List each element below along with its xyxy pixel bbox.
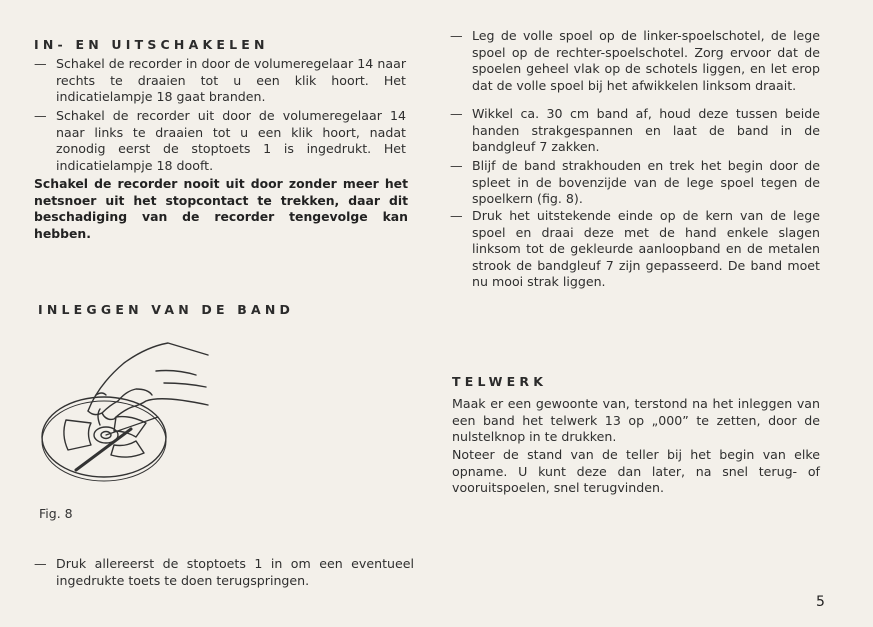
dash: — bbox=[450, 106, 463, 121]
list-item bbox=[450, 28, 820, 94]
page-number: 5 bbox=[816, 594, 825, 610]
item-text: Wikkel ca. 30 cm band af, houd deze tussen beide handen strakgespannen en laat de band in de bandgleuf 7 zakken. bbox=[472, 106, 820, 155]
telwerk-paragraph-2: Noteer de stand van de teller bij het begin van elke opname. U kunt deze dan later, na snel terug- of vooruitspoelen, snel terugvinden. bbox=[452, 447, 820, 496]
figure-caption: Fig. 8 bbox=[39, 506, 73, 521]
list-item bbox=[450, 158, 820, 208]
telwerk-paragraph-1: Maak er een gewoonte van, terstond na het inleggen van een band het telwerk 13 op „000” te zetten, door de nulstelknop in te drukken. bbox=[452, 396, 820, 445]
dash: — bbox=[450, 28, 463, 43]
list-item bbox=[34, 56, 406, 106]
item-text: Blijf de band strakhouden en trek het begin door de spleet in de bovenzijde van de lege spoel tegen de spoelkern (fig. 8). bbox=[472, 158, 820, 207]
list-item bbox=[34, 108, 406, 174]
item-text: Schakel de recorder in door de volumeregelaar 14 naar rechts te draaien tot u een klik hoort. Het indicatielampje 18 gaat branden. bbox=[56, 56, 406, 105]
list-item bbox=[34, 556, 414, 589]
dash: — bbox=[450, 158, 463, 173]
item-text: Druk allereerst de stoptoets 1 in om een eventueel ingedrukte toets te doen terugspringen. bbox=[56, 556, 414, 588]
section-title-inleggen-van-de-band: INLEGGEN VAN DE BAND bbox=[38, 302, 295, 317]
item-text: Schakel de recorder uit door de volumeregelaar 14 naar links te draaien tot u een klik hoort, nadat zonodig eerst de stoptoets 1 is ingedrukt. Het indicatielampje 18 dooft. bbox=[56, 108, 406, 173]
item-text: Druk het uitstekende einde op de kern van de lege spoel en draai deze met de hand enkele slagen linksom tot de gekleurde aanloopband en de metalen strook de bandgleuf 7 zijn gepasseerd. De band moet nu mooi strak liggen. bbox=[472, 208, 820, 290]
item-text: Leg de volle spoel op de linker-spoelschotel, de lege spoel op de rechter-spoelschotel. Zorg ervoor dat de spoelen geheel vlak op de schotels liggen, en let erop dat de volle spoel bij het afwikkelen linksom draait. bbox=[472, 28, 820, 93]
list-item bbox=[450, 106, 820, 156]
section-title-telwerk: TELWERK bbox=[452, 374, 548, 389]
dash: — bbox=[34, 56, 47, 71]
dash: — bbox=[34, 556, 47, 571]
warning-paragraph: Schakel de recorder nooit uit door zonder meer het netsnoer uit het stopcontact te trekken, daar dit beschadiging van de recorder tengevolge kan hebben. bbox=[34, 176, 408, 241]
list-item bbox=[450, 208, 820, 291]
tape-reel-hand-illustration bbox=[36, 325, 211, 490]
section-title-in-en-uitschakelen: IN- EN UITSCHAKELEN bbox=[34, 37, 269, 52]
dash: — bbox=[34, 108, 47, 123]
dash: — bbox=[450, 208, 463, 223]
